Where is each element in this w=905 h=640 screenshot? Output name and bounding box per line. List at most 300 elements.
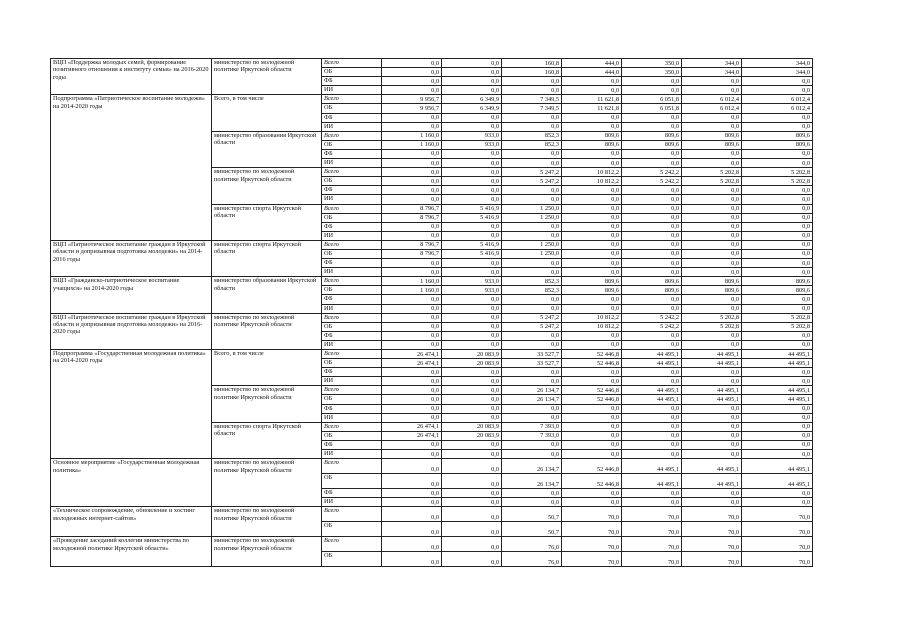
amount-cell: 70,0 — [742, 522, 813, 537]
amount-cell: 0,0 — [742, 122, 813, 131]
amount-cell: 0,0 — [502, 113, 562, 122]
amount-cell: 0,0 — [562, 77, 622, 86]
amount-cell: 0,0 — [442, 295, 502, 304]
amount-cell: 0,0 — [502, 231, 562, 240]
amount-cell: 0,0 — [742, 259, 813, 268]
amount-cell: 0,0 — [442, 368, 502, 377]
amount-cell: 50,7 — [502, 522, 562, 537]
funding-source-cell: ОБ — [322, 322, 382, 331]
amount-cell: 0,0 — [442, 313, 502, 322]
amount-cell: 0,0 — [562, 498, 622, 507]
table-row — [51, 59, 813, 68]
amount-cell: 0,0 — [442, 459, 502, 474]
amount-cell: 0,0 — [382, 159, 442, 168]
amount-cell: 52 446,8 — [562, 395, 622, 404]
amount-cell: 0,0 — [682, 268, 742, 277]
amount-cell: 1 250,0 — [502, 213, 562, 222]
executor-cell: министерство по молодежной политике Иркутской области — [212, 313, 322, 349]
amount-cell: 0,0 — [682, 149, 742, 158]
amount-cell: 0,0 — [382, 322, 442, 331]
funding-source-cell: Всего — [322, 350, 382, 359]
amount-cell: 0,0 — [442, 168, 502, 177]
amount-cell: 6 051,8 — [622, 95, 682, 104]
amount-cell: 0,0 — [502, 77, 562, 86]
amount-cell: 26 474,1 — [382, 431, 442, 440]
amount-cell: 0,0 — [562, 249, 622, 258]
amount-cell: 0,0 — [442, 498, 502, 507]
amount-cell: 0,0 — [502, 122, 562, 131]
funding-source-cell: Всего — [322, 537, 382, 552]
amount-cell: 0,0 — [502, 331, 562, 340]
amount-cell: 0,0 — [622, 231, 682, 240]
amount-cell: 70,0 — [562, 522, 622, 537]
amount-cell: 0,0 — [562, 122, 622, 131]
funding-source-cell: Всего — [322, 95, 382, 104]
amount-cell: 350,0 — [622, 59, 682, 68]
amount-cell: 0,0 — [502, 159, 562, 168]
funding-source-cell: Всего — [322, 168, 382, 177]
amount-cell: 809,6 — [682, 140, 742, 149]
amount-cell: 809,6 — [742, 140, 813, 149]
funding-source-cell: ФБ — [322, 113, 382, 122]
amount-cell: 0,0 — [742, 440, 813, 449]
funding-source-cell: Всего — [322, 240, 382, 249]
amount-cell: 0,0 — [382, 450, 442, 459]
amount-cell: 0,0 — [622, 268, 682, 277]
amount-cell: 809,6 — [562, 277, 622, 286]
amount-cell: 20 083,9 — [442, 431, 502, 440]
amount-cell: 0,0 — [562, 431, 622, 440]
amount-cell: 0,0 — [502, 440, 562, 449]
amount-cell: 0,0 — [502, 149, 562, 158]
amount-cell: 809,6 — [682, 131, 742, 140]
funding-source-cell: ИИ — [322, 340, 382, 349]
amount-cell: 0,0 — [622, 368, 682, 377]
amount-cell: 444,0 — [562, 59, 622, 68]
amount-cell: 0,0 — [742, 340, 813, 349]
amount-cell: 809,6 — [742, 277, 813, 286]
amount-cell: 0,0 — [442, 149, 502, 158]
amount-cell: 0,0 — [622, 240, 682, 249]
amount-cell: 5 202,8 — [742, 177, 813, 186]
amount-cell: 0,0 — [442, 259, 502, 268]
amount-cell: 0,0 — [382, 86, 442, 95]
amount-cell: 5 416,9 — [442, 240, 502, 249]
amount-cell: 0,0 — [442, 474, 502, 489]
amount-cell: 0,0 — [382, 440, 442, 449]
funding-source-cell: Всего — [322, 507, 382, 522]
amount-cell: 0,0 — [562, 231, 622, 240]
funding-source-cell: Всего — [322, 131, 382, 140]
amount-cell: 0,0 — [682, 249, 742, 258]
amount-cell: 52 446,8 — [562, 350, 622, 359]
amount-cell: 44 495,1 — [682, 395, 742, 404]
amount-cell: 0,0 — [742, 249, 813, 258]
amount-cell: 44 495,1 — [622, 350, 682, 359]
amount-cell: 0,0 — [742, 186, 813, 195]
program-name-cell: «Проведение заседаний коллегии министерства по молодежной политике Иркутской области» — [51, 537, 212, 567]
amount-cell: 0,0 — [442, 77, 502, 86]
amount-cell: 0,0 — [382, 231, 442, 240]
amount-cell: 5 202,8 — [682, 177, 742, 186]
program-name-cell: Подпрограмма «Государственная молодежная политика» на 2014-2020 годы — [51, 350, 212, 459]
amount-cell: 0,0 — [682, 431, 742, 440]
amount-cell: 0,0 — [442, 377, 502, 386]
amount-cell: 0,0 — [622, 122, 682, 131]
amount-cell: 0,0 — [382, 59, 442, 68]
amount-cell: 44 495,1 — [742, 474, 813, 489]
amount-cell: 44 495,1 — [622, 395, 682, 404]
program-name-cell: Подпрограмма «Патриотическое воспитание молодежи» на 2014-2020 годы — [51, 95, 212, 241]
amount-cell: 0,0 — [382, 268, 442, 277]
amount-cell: 0,0 — [382, 331, 442, 340]
amount-cell: 0,0 — [622, 159, 682, 168]
amount-cell: 8 796,7 — [382, 240, 442, 249]
amount-cell: 6 012,4 — [682, 95, 742, 104]
amount-cell: 10 812,2 — [562, 177, 622, 186]
amount-cell: 70,0 — [682, 552, 742, 567]
amount-cell: 8 796,7 — [382, 213, 442, 222]
amount-cell: 0,0 — [382, 295, 442, 304]
funding-source-cell: ОБ — [322, 140, 382, 149]
amount-cell: 70,0 — [682, 507, 742, 522]
amount-cell: 0,0 — [742, 213, 813, 222]
amount-cell: 0,0 — [562, 377, 622, 386]
amount-cell: 0,0 — [382, 259, 442, 268]
amount-cell: 5 242,2 — [622, 177, 682, 186]
amount-cell: 0,0 — [562, 86, 622, 95]
table-row — [51, 95, 813, 104]
amount-cell: 1 250,0 — [502, 240, 562, 249]
amount-cell: 10 812,2 — [562, 168, 622, 177]
amount-cell: 8 796,7 — [382, 204, 442, 213]
amount-cell: 10 812,2 — [562, 313, 622, 322]
amount-cell: 809,6 — [562, 131, 622, 140]
executor-cell: министерство образования Иркутской области — [212, 131, 322, 167]
budget-table-page — [50, 58, 812, 567]
amount-cell: 809,6 — [742, 286, 813, 295]
amount-cell: 0,0 — [382, 149, 442, 158]
amount-cell: 0,0 — [562, 404, 622, 413]
amount-cell: 809,6 — [622, 277, 682, 286]
executor-cell: Всего, в том числе — [212, 95, 322, 131]
amount-cell: 5 202,8 — [742, 322, 813, 331]
amount-cell: 1 250,0 — [502, 249, 562, 258]
amount-cell: 0,0 — [562, 259, 622, 268]
funding-source-cell: ОБ — [322, 249, 382, 258]
funding-source-cell: Всего — [322, 204, 382, 213]
amount-cell: 0,0 — [502, 340, 562, 349]
amount-cell: 0,0 — [622, 340, 682, 349]
amount-cell: 5 242,2 — [622, 322, 682, 331]
amount-cell: 0,0 — [382, 404, 442, 413]
amount-cell: 70,0 — [622, 507, 682, 522]
amount-cell: 0,0 — [622, 195, 682, 204]
funding-source-cell: Всего — [322, 422, 382, 431]
amount-cell: 7 393,0 — [502, 431, 562, 440]
amount-cell: 809,6 — [682, 277, 742, 286]
amount-cell: 52 446,8 — [562, 459, 622, 474]
amount-cell: 0,0 — [382, 313, 442, 322]
executor-cell: министерство по молодежной политике Иркутской области — [212, 168, 322, 204]
funding-source-cell: ИИ — [322, 231, 382, 240]
amount-cell: 0,0 — [562, 440, 622, 449]
amount-cell: 0,0 — [682, 404, 742, 413]
amount-cell: 70,0 — [682, 537, 742, 552]
amount-cell: 344,0 — [682, 59, 742, 68]
amount-cell: 0,0 — [622, 77, 682, 86]
amount-cell: 33 527,7 — [502, 350, 562, 359]
amount-cell: 0,0 — [562, 295, 622, 304]
amount-cell: 933,0 — [442, 140, 502, 149]
amount-cell: 0,0 — [442, 440, 502, 449]
funding-source-cell: Всего — [322, 459, 382, 474]
amount-cell: 0,0 — [682, 259, 742, 268]
amount-cell: 0,0 — [442, 552, 502, 567]
amount-cell: 0,0 — [382, 459, 442, 474]
amount-cell: 809,6 — [562, 286, 622, 295]
amount-cell: 0,0 — [682, 450, 742, 459]
amount-cell: 0,0 — [442, 177, 502, 186]
funding-source-cell: ОБ — [322, 395, 382, 404]
amount-cell: 1 160,0 — [382, 286, 442, 295]
funding-source-cell: ФБ — [322, 404, 382, 413]
amount-cell: 0,0 — [742, 195, 813, 204]
executor-cell: министерство по молодежной политике Иркутской области — [212, 59, 322, 95]
amount-cell: 0,0 — [502, 268, 562, 277]
amount-cell: 0,0 — [682, 368, 742, 377]
amount-cell: 0,0 — [442, 86, 502, 95]
amount-cell: 0,0 — [622, 450, 682, 459]
amount-cell: 70,0 — [742, 507, 813, 522]
amount-cell: 852,3 — [502, 131, 562, 140]
amount-cell: 1 250,0 — [502, 204, 562, 213]
funding-source-cell: ФБ — [322, 149, 382, 158]
amount-cell: 70,0 — [622, 552, 682, 567]
amount-cell: 0,0 — [742, 450, 813, 459]
amount-cell: 350,0 — [622, 68, 682, 77]
budget-table — [50, 58, 813, 567]
amount-cell: 0,0 — [502, 413, 562, 422]
amount-cell: 0,0 — [562, 413, 622, 422]
amount-cell: 0,0 — [682, 159, 742, 168]
amount-cell: 0,0 — [382, 386, 442, 395]
amount-cell: 0,0 — [442, 304, 502, 313]
amount-cell: 0,0 — [502, 195, 562, 204]
amount-cell: 0,0 — [442, 413, 502, 422]
amount-cell: 0,0 — [382, 186, 442, 195]
amount-cell: 0,0 — [442, 122, 502, 131]
amount-cell: 7 393,0 — [502, 422, 562, 431]
amount-cell: 0,0 — [682, 422, 742, 431]
amount-cell: 44 495,1 — [682, 359, 742, 368]
executor-cell: министерство по молодежной политике Иркутской области — [212, 507, 322, 537]
amount-cell: 44 495,1 — [622, 359, 682, 368]
amount-cell: 0,0 — [742, 368, 813, 377]
amount-cell: 0,0 — [382, 195, 442, 204]
amount-cell: 33 527,7 — [502, 359, 562, 368]
amount-cell: 0,0 — [382, 177, 442, 186]
amount-cell: 26 474,1 — [382, 350, 442, 359]
amount-cell: 0,0 — [622, 422, 682, 431]
amount-cell: 26 134,7 — [502, 395, 562, 404]
amount-cell: 933,0 — [442, 277, 502, 286]
amount-cell: 0,0 — [682, 240, 742, 249]
amount-cell: 0,0 — [502, 186, 562, 195]
funding-source-cell: ФБ — [322, 368, 382, 377]
amount-cell: 0,0 — [562, 331, 622, 340]
funding-source-cell: Всего — [322, 386, 382, 395]
amount-cell: 809,6 — [562, 140, 622, 149]
amount-cell: 0,0 — [562, 113, 622, 122]
amount-cell: 5 416,9 — [442, 249, 502, 258]
amount-cell: 0,0 — [442, 340, 502, 349]
funding-source-cell: ФБ — [322, 259, 382, 268]
funding-source-cell: ОБ — [322, 104, 382, 113]
amount-cell: 0,0 — [682, 304, 742, 313]
amount-cell: 10 812,2 — [562, 322, 622, 331]
amount-cell: 809,6 — [682, 286, 742, 295]
amount-cell: 26 134,7 — [502, 459, 562, 474]
amount-cell: 70,0 — [742, 552, 813, 567]
funding-source-cell: ИИ — [322, 268, 382, 277]
amount-cell: 5 202,8 — [742, 313, 813, 322]
program-name-cell: ВЦП «Поддержка молодых семей, формирование позитивного отношения к институту семьи» на 2016-2020 годы — [51, 59, 212, 95]
amount-cell: 344,0 — [742, 68, 813, 77]
amount-cell: 0,0 — [562, 204, 622, 213]
amount-cell: 52 446,8 — [562, 359, 622, 368]
amount-cell: 44 495,1 — [622, 474, 682, 489]
amount-cell: 0,0 — [562, 304, 622, 313]
amount-cell: 0,0 — [682, 413, 742, 422]
amount-cell: 0,0 — [382, 377, 442, 386]
amount-cell: 5 202,8 — [682, 168, 742, 177]
amount-cell: 44 495,1 — [682, 474, 742, 489]
funding-source-cell: ИИ — [322, 498, 382, 507]
amount-cell: 0,0 — [682, 440, 742, 449]
amount-cell: 0,0 — [562, 222, 622, 231]
amount-cell: 8 796,7 — [382, 249, 442, 258]
amount-cell: 0,0 — [742, 77, 813, 86]
amount-cell: 0,0 — [442, 386, 502, 395]
funding-source-cell: Всего — [322, 313, 382, 322]
amount-cell: 0,0 — [742, 413, 813, 422]
executor-cell: министерство по молодежной политике Иркутской области — [212, 459, 322, 507]
amount-cell: 0,0 — [562, 186, 622, 195]
amount-cell: 0,0 — [682, 113, 742, 122]
amount-cell: 5 416,9 — [442, 213, 502, 222]
amount-cell: 0,0 — [622, 489, 682, 498]
funding-source-cell: ФБ — [322, 77, 382, 86]
executor-cell: министерство спорта Иркутской области — [212, 422, 322, 458]
amount-cell: 0,0 — [442, 186, 502, 195]
program-name-cell: ВЦП «Патриотическое воспитание граждан в Иркутской области и допризывная подготовка молодежи» на 2016-2020 годы — [51, 313, 212, 349]
amount-cell: 0,0 — [382, 552, 442, 567]
amount-cell: 70,0 — [562, 552, 622, 567]
amount-cell: 0,0 — [622, 377, 682, 386]
funding-source-cell: ОБ — [322, 177, 382, 186]
funding-source-cell: ОБ — [322, 552, 382, 567]
amount-cell: 0,0 — [442, 404, 502, 413]
table-row — [51, 350, 813, 359]
amount-cell: 0,0 — [442, 59, 502, 68]
amount-cell: 809,6 — [622, 286, 682, 295]
amount-cell: 5 247,2 — [502, 313, 562, 322]
amount-cell: 0,0 — [622, 440, 682, 449]
executor-cell: министерство образования Иркутской области — [212, 277, 322, 313]
amount-cell: 6 012,4 — [742, 104, 813, 113]
amount-cell: 0,0 — [742, 404, 813, 413]
funding-source-cell: ОБ — [322, 359, 382, 368]
amount-cell: 0,0 — [382, 498, 442, 507]
amount-cell: 0,0 — [682, 186, 742, 195]
amount-cell: 0,0 — [742, 431, 813, 440]
amount-cell: 344,0 — [682, 68, 742, 77]
amount-cell: 0,0 — [442, 331, 502, 340]
amount-cell: 0,0 — [442, 68, 502, 77]
amount-cell: 0,0 — [742, 149, 813, 158]
table-row — [51, 240, 813, 249]
amount-cell: 76,0 — [502, 537, 562, 552]
amount-cell: 0,0 — [742, 295, 813, 304]
amount-cell: 1 160,0 — [382, 131, 442, 140]
funding-source-cell: ФБ — [322, 489, 382, 498]
amount-cell: 44 495,1 — [742, 359, 813, 368]
funding-source-cell: Всего — [322, 59, 382, 68]
amount-cell: 11 621,8 — [562, 95, 622, 104]
amount-cell: 0,0 — [742, 268, 813, 277]
amount-cell: 26 134,7 — [502, 386, 562, 395]
executor-cell: министерство по молодежной политике Иркутской области — [212, 537, 322, 567]
amount-cell: 344,0 — [742, 59, 813, 68]
amount-cell: 52 446,8 — [562, 474, 622, 489]
amount-cell: 7 349,5 — [502, 104, 562, 113]
amount-cell: 0,0 — [382, 68, 442, 77]
amount-cell: 0,0 — [382, 368, 442, 377]
amount-cell: 1 160,0 — [382, 140, 442, 149]
program-name-cell: ВЦП «Патриотическое воспитание граждан в Иркутской области и допризывная подготовка молодежи» на 2014-2016 годы — [51, 240, 212, 276]
amount-cell: 0,0 — [682, 213, 742, 222]
funding-source-cell: ФБ — [322, 295, 382, 304]
amount-cell: 852,3 — [502, 277, 562, 286]
amount-cell: 0,0 — [442, 195, 502, 204]
amount-cell: 52 446,8 — [562, 386, 622, 395]
program-name-cell: «Техническое сопровождение, обновление и хостинг молодежных интернет-сайтов» — [51, 507, 212, 537]
amount-cell: 5 242,2 — [622, 168, 682, 177]
executor-cell: министерство спорта Иркутской области — [212, 240, 322, 276]
amount-cell: 0,0 — [682, 489, 742, 498]
amount-cell: 20 083,9 — [442, 350, 502, 359]
funding-source-cell: Всего — [322, 277, 382, 286]
amount-cell: 809,6 — [622, 140, 682, 149]
amount-cell: 0,0 — [622, 259, 682, 268]
amount-cell: 6 012,4 — [682, 104, 742, 113]
amount-cell: 933,0 — [442, 286, 502, 295]
amount-cell: 160,8 — [502, 59, 562, 68]
amount-cell: 0,0 — [742, 331, 813, 340]
amount-cell: 44 495,1 — [742, 395, 813, 404]
amount-cell: 160,8 — [502, 68, 562, 77]
amount-cell: 7 349,5 — [502, 95, 562, 104]
amount-cell: 26 134,7 — [502, 474, 562, 489]
executor-cell: министерство спорта Иркутской области — [212, 204, 322, 240]
amount-cell: 0,0 — [502, 222, 562, 231]
funding-source-cell: ИИ — [322, 195, 382, 204]
amount-cell: 0,0 — [622, 249, 682, 258]
amount-cell: 0,0 — [622, 413, 682, 422]
amount-cell: 0,0 — [382, 304, 442, 313]
funding-source-cell: ИИ — [322, 159, 382, 168]
